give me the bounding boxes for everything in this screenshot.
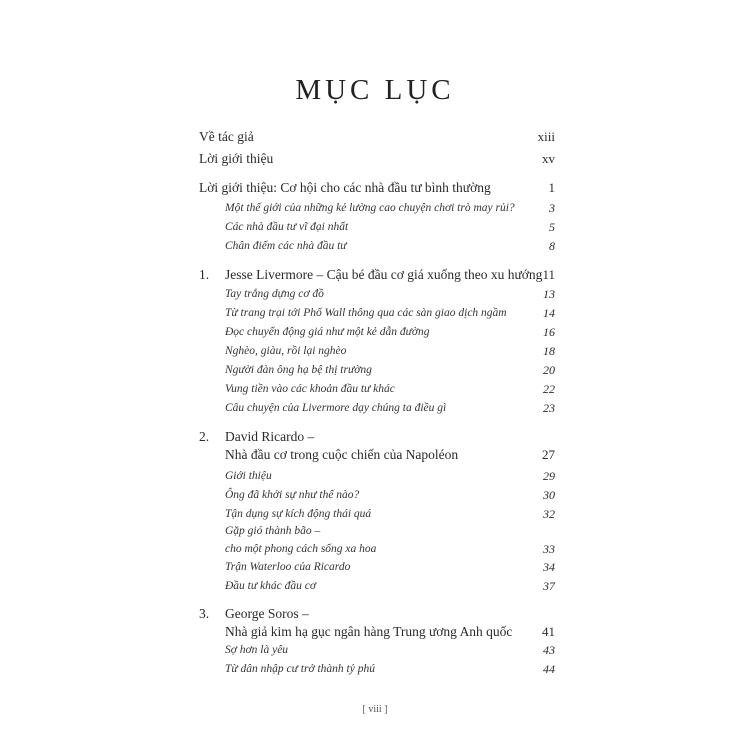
entry-title: cho một phong cách sống xa hoa: [225, 543, 377, 555]
entry-title: Lời giới thiệu: Cơ hội cho các nhà đầu tư bình thường: [199, 180, 491, 195]
entry-title: Giới thiệu: [225, 470, 272, 482]
toc-subentry: [199, 505, 555, 523]
entry-title: Từ dân nhập cư trở thành tỷ phú: [225, 663, 375, 675]
entry-page-number: 3: [549, 201, 555, 215]
page-number: [ viii ]: [362, 704, 388, 715]
toc-subentry: [199, 323, 555, 341]
entry-page-number: 5: [549, 220, 555, 234]
entry-page-number: 32: [543, 507, 555, 521]
toc-subentry: [199, 237, 555, 255]
entry-page-number: 27: [542, 447, 555, 462]
toc-subentry: [199, 641, 555, 659]
toc-entry: [199, 150, 555, 168]
entry-title: Câu chuyện của Livermore dạy chúng ta điều gì: [225, 402, 447, 414]
entry-title: Từ trang trại tới Phố Wall thông qua các sàn giao dịch ngầm: [225, 307, 507, 319]
entry-page-number: 16: [543, 325, 555, 339]
entry-title: Jesse Livermore – Cậu bé đầu cơ giá xuống theo xu hướng: [225, 267, 543, 282]
entry-title: George Soros –: [225, 606, 309, 621]
toc-subentry: [199, 467, 555, 485]
toc-subentry: [199, 361, 555, 379]
entry-title: Người đàn ông hạ bệ thị trường: [225, 364, 372, 376]
entry-page-number: 30: [543, 488, 555, 502]
entry-page-number: 33: [543, 542, 555, 556]
chapter-number: 2.: [199, 429, 210, 444]
toc-subentry: [199, 199, 555, 217]
toc-subentry: [199, 285, 555, 303]
toc-entry: [199, 128, 555, 146]
toc-subentry: [199, 577, 555, 595]
entry-title: Nhà đầu cơ trong cuộc chiến của Napoléon: [225, 447, 459, 462]
chapter-number: 3.: [199, 606, 210, 621]
chapter-number: 1.: [199, 267, 210, 282]
entry-page-number: 22: [543, 382, 555, 396]
entry-page-number: 23: [543, 401, 555, 415]
toc-entry: [199, 266, 555, 284]
entry-title: Đọc chuyển động giá như một kẻ dẫn đường: [225, 326, 430, 338]
entry-title: Chân điểm các nhà đầu tư: [225, 240, 347, 252]
entry-title: Một thế giới của những kẻ lường cao chuyện chơi trò may rủi?: [225, 202, 515, 214]
entry-page-number: 29: [543, 469, 555, 483]
entry-page-number: 13: [543, 287, 555, 301]
toc-subentry: [199, 304, 555, 322]
entry-title: Trận Waterloo của Ricardo: [225, 561, 351, 573]
toc-subentry: [199, 522, 555, 540]
entry-page-number: 11: [542, 267, 555, 282]
toc-entry: [199, 605, 555, 623]
entry-title: Nhà giả kim hạ gục ngân hàng Trung ương Anh quốc: [225, 624, 513, 639]
entry-page-number: 34: [543, 560, 555, 574]
entry-title: David Ricardo –: [225, 429, 315, 444]
toc-subentry: [199, 558, 555, 576]
entry-title: Sợ hơn là yêu: [225, 644, 289, 656]
entry-title: Ông đã khởi sự như thế nào?: [225, 489, 360, 501]
entry-title: Vung tiền vào các khoản đầu tư khác: [225, 383, 395, 395]
toc-entry: [199, 446, 555, 464]
toc-subentry: [199, 218, 555, 236]
entry-page-number: xv: [542, 151, 555, 166]
toc-entry: [199, 428, 555, 446]
toc-subentry: [199, 380, 555, 398]
entry-page-number: 44: [543, 662, 555, 676]
entry-page-number: 37: [543, 579, 555, 593]
entry-page-number: 20: [543, 363, 555, 377]
entry-page-number: 43: [543, 643, 555, 657]
entry-title: Về tác giả: [199, 129, 254, 144]
toc-subentry: [199, 540, 555, 558]
entry-title: Tận dụng sự kích động thái quá: [225, 508, 372, 520]
toc-entry: [199, 623, 555, 641]
entry-title: Lời giới thiệu: [199, 151, 274, 166]
entry-title: Đầu tư khác đầu cơ: [225, 580, 316, 592]
entry-title: Tay trắng dựng cơ đồ: [225, 288, 324, 300]
entry-title: Nghèo, giàu, rồi lại nghèo: [225, 345, 347, 357]
toc-subentry: [199, 342, 555, 360]
toc-subentry: [199, 399, 555, 417]
entry-page-number: 18: [543, 344, 555, 358]
entry-page-number: 41: [542, 624, 555, 639]
toc-subentry: [199, 660, 555, 678]
entry-title: Các nhà đầu tư vĩ đại nhất: [225, 221, 349, 233]
entry-page-number: 14: [543, 306, 555, 320]
entry-page-number: 8: [549, 239, 555, 253]
page-title: MỤC LỤC: [295, 74, 455, 106]
entry-title: Gặp gió thành bão –: [225, 525, 321, 537]
toc-entry: [199, 179, 555, 197]
toc-subentry: [199, 486, 555, 504]
entry-page-number: xiii: [537, 129, 555, 144]
entry-page-number: 1: [548, 180, 555, 195]
